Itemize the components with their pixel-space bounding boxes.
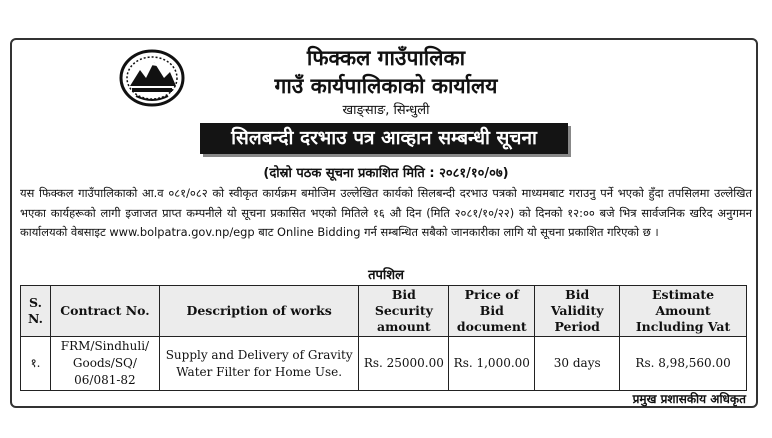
office-location: खाङ्साङ, सिन्धुली — [342, 103, 430, 118]
header-bid-validity: Bid Validity Period — [535, 286, 620, 337]
table-row — [21, 337, 747, 391]
cell-bid-security: Rs. 25000.00 — [359, 337, 449, 391]
header-bid-security: Bid Security amount — [359, 286, 449, 337]
cell-bid-price: Rs. 1,000.00 — [449, 337, 535, 391]
municipality-name: फिक्कल गाउँपालिका — [306, 46, 466, 70]
cell-sn: १. — [21, 337, 51, 391]
header-contract-no: Contract No. — [50, 286, 159, 337]
notice-title-banner: सिलबन्दी दरभाउ पत्र आव्हान सम्बन्धी सूचना — [200, 123, 568, 154]
header-estimate-amount: Estimate Amount Including Vat — [620, 286, 747, 337]
table-header-row — [21, 286, 747, 337]
table-title: तपशिल — [368, 268, 404, 283]
header-bid-price: Price of Bid document — [449, 286, 535, 337]
cell-bid-validity: 30 days — [535, 337, 620, 391]
notice-body: यस फिक्कल गाउँपालिकाको आ.व ०८१/०८२ को स्वीकृत कार्यक्रम बमोजिम उल्लेखित कार्यको सिलबन्दी दरभाउ पत्रको माध्यमबाट गराउनु पर्ने भएको हुँदा तपसिलमा उल्लेखित भएका कार्यहरूको लागी इजाजत प्राप्त कम्पनीले यो सूचना प्रकासित भएको मितिले १६ औ दिन (मिति २०८१/१०/२२) को दिनको १२:०० बजे भित्र सार्वजनिक खरिद अनुगमन कार्यालयको वेबसाइट www.bolpatra.gov.np/egp बाट Online Bidding गर्न सम्बन्धित सबैको जानकारीका लागि यो सूचना प्रकाशित गरिएको छ । — [20, 186, 752, 239]
cell-description: Supply and Delivery of Gravity Water Filter for Home Use. — [159, 337, 359, 391]
publication-date: (दोस्रो पठक सूचना प्रकाशित मिति : २०८१/१०/०७) — [263, 166, 509, 181]
header-sn: S. N. — [21, 286, 51, 337]
office-name: गाउँ कार्यपालिकाको कार्यालय — [274, 74, 498, 98]
cell-estimate-amount: Rs. 8,98,560.00 — [620, 337, 747, 391]
bid-details-table — [20, 285, 747, 391]
signatory-title: प्रमुख प्रशासकीय अधिकृत — [632, 392, 746, 406]
header-description: Description of works — [159, 286, 359, 337]
cell-contract-no: FRM/Sindhuli/ Goods/SQ/ 06/081-82 — [50, 337, 159, 391]
